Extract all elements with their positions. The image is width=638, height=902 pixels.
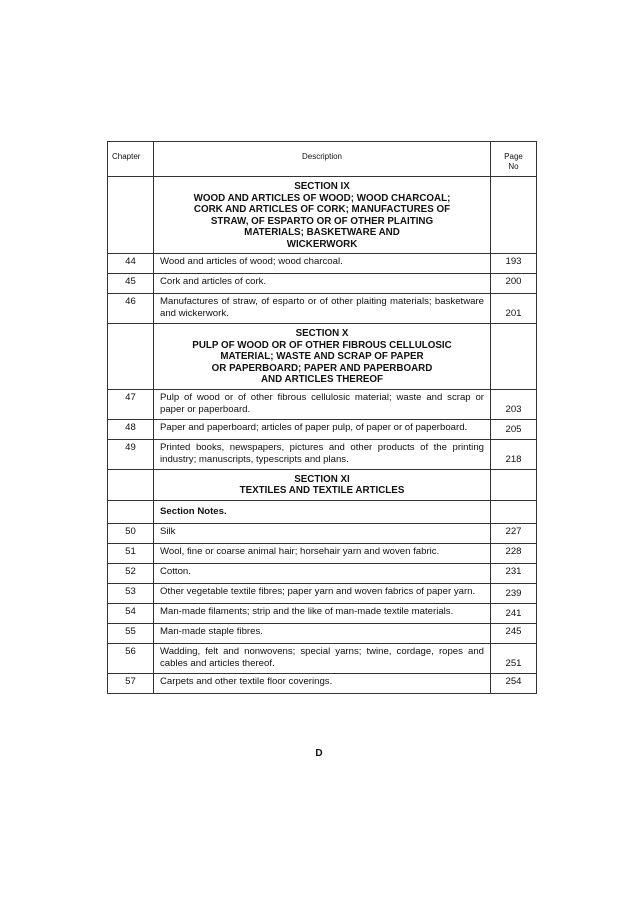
section-heading-line: OR PAPERBOARD; PAPER AND PAPERBOARD xyxy=(211,362,433,374)
table-row xyxy=(108,603,537,623)
section-heading-line: STRAW, OF ESPARTO OR OF OTHER PLAITING xyxy=(210,215,434,227)
chapter-description: Carpets and other textile floor coverings. xyxy=(154,673,491,693)
section-heading-line: MATERIALS; BASKETWARE AND xyxy=(244,227,400,238)
chapter-description: Other vegetable textile fibres; paper yarn and woven fabrics of paper yarn. xyxy=(154,583,491,603)
page-number: 218 xyxy=(491,439,537,469)
chapter-description: Cotton. xyxy=(154,563,491,583)
page-number: 251 xyxy=(491,643,537,673)
section-heading-line: PULP OF WOOD OR OF OTHER FIBROUS CELLULOSIC xyxy=(192,339,452,351)
chapter-description: Cork and articles of cork. xyxy=(154,274,491,294)
contents-table xyxy=(107,141,537,694)
chapter-number: 46 xyxy=(108,294,154,324)
section-heading-line: SECTION IX xyxy=(294,181,350,192)
page-number: 241 xyxy=(491,603,537,623)
chapter-number: 44 xyxy=(108,254,154,274)
page-number: 254 xyxy=(491,673,537,693)
section-x-heading xyxy=(154,324,491,390)
section-heading-row xyxy=(108,324,537,390)
chapter-description: Man-made filaments; strip and the like of man-made textile materials. xyxy=(154,603,491,623)
section-heading-row xyxy=(108,177,537,254)
section-heading-line: CORK AND ARTICLES OF CORK; MANUFACTURES OF xyxy=(193,204,451,215)
page-header-line1: Page xyxy=(504,152,523,161)
chapter-description: Wool, fine or coarse animal hair; horsehair yarn and woven fabric. xyxy=(154,543,491,563)
page-number: 200 xyxy=(491,274,537,294)
table-row xyxy=(108,623,537,643)
chapter-number: 54 xyxy=(108,603,154,623)
table-row xyxy=(108,419,537,439)
chapter-number: 47 xyxy=(108,389,154,419)
section-heading-line: WOOD AND ARTICLES OF WOOD; WOOD CHARCOAL; xyxy=(193,192,451,204)
section-heading-line: WICKERWORK xyxy=(286,238,358,250)
description-header: Description xyxy=(154,142,491,177)
chapter-number: 53 xyxy=(108,583,154,603)
header-row xyxy=(108,142,537,177)
table-row xyxy=(108,439,537,469)
table-row xyxy=(108,389,537,419)
page-number: 193 xyxy=(491,254,537,274)
page-number: 231 xyxy=(491,563,537,583)
page-number: 201 xyxy=(491,294,537,324)
chapter-number: 57 xyxy=(108,673,154,693)
chapter-description: Manufactures of straw, of esparto or of other plaiting materials; basketware and wickerwork. xyxy=(154,294,491,324)
table-row xyxy=(108,543,537,563)
chapter-description: Man-made staple fibres. xyxy=(154,623,491,643)
page-header-line2: No xyxy=(508,162,519,171)
table-row xyxy=(108,673,537,693)
page-number: 245 xyxy=(491,623,537,643)
section-heading-row xyxy=(108,469,537,500)
chapter-description: Wadding, felt and nonwovens; special yarns; twine, cordage, ropes and cables and articles thereof. xyxy=(154,643,491,673)
chapter-number: 49 xyxy=(108,439,154,469)
chapter-description: Silk xyxy=(154,523,491,543)
page-no-header xyxy=(491,142,537,177)
page-number: 227 xyxy=(491,523,537,543)
chapter-number: 48 xyxy=(108,419,154,439)
section-heading-line: SECTION X xyxy=(295,328,349,339)
section-heading-line: MATERIAL; WASTE AND SCRAP OF PAPER xyxy=(220,351,424,362)
page-number: 228 xyxy=(491,543,537,563)
section-heading-line: TEXTILES AND TEXTILE ARTICLES xyxy=(239,485,405,496)
chapter-number: 56 xyxy=(108,643,154,673)
page-footer-letter: D xyxy=(315,748,323,759)
table-row xyxy=(108,563,537,583)
section-xi-heading xyxy=(154,469,491,500)
table-row xyxy=(108,254,537,274)
chapter-description: Wood and articles of wood; wood charcoal. xyxy=(154,254,491,274)
table-row xyxy=(108,523,537,543)
chapter-header: Chapter xyxy=(108,142,154,177)
section-heading-line: AND ARTICLES THEREOF xyxy=(260,374,384,385)
section-heading-line: SECTION XI xyxy=(294,473,350,485)
page-number: 205 xyxy=(491,419,537,439)
chapter-number: 52 xyxy=(108,563,154,583)
section-notes-row xyxy=(108,500,537,523)
page-number: 239 xyxy=(491,583,537,603)
table-row xyxy=(108,274,537,294)
chapter-number: 45 xyxy=(108,274,154,294)
section-ix-heading xyxy=(154,177,491,254)
chapter-description: Printed books, newspapers, pictures and other products of the printing industry; manuscripts, typescripts and plans. xyxy=(154,439,491,469)
chapter-description: Pulp of wood or of other fibrous cellulosic material; waste and scrap or paper or paperboard. xyxy=(154,389,491,419)
table-row xyxy=(108,294,537,324)
chapter-number: 50 xyxy=(108,523,154,543)
table-row xyxy=(108,583,537,603)
chapter-number: 55 xyxy=(108,623,154,643)
chapter-description: Paper and paperboard; articles of paper pulp, of paper or of paperboard. xyxy=(154,419,491,439)
table-row xyxy=(108,643,537,673)
chapter-number: 51 xyxy=(108,543,154,563)
section-notes-label: Section Notes. xyxy=(154,500,491,523)
page-number: 203 xyxy=(491,389,537,419)
